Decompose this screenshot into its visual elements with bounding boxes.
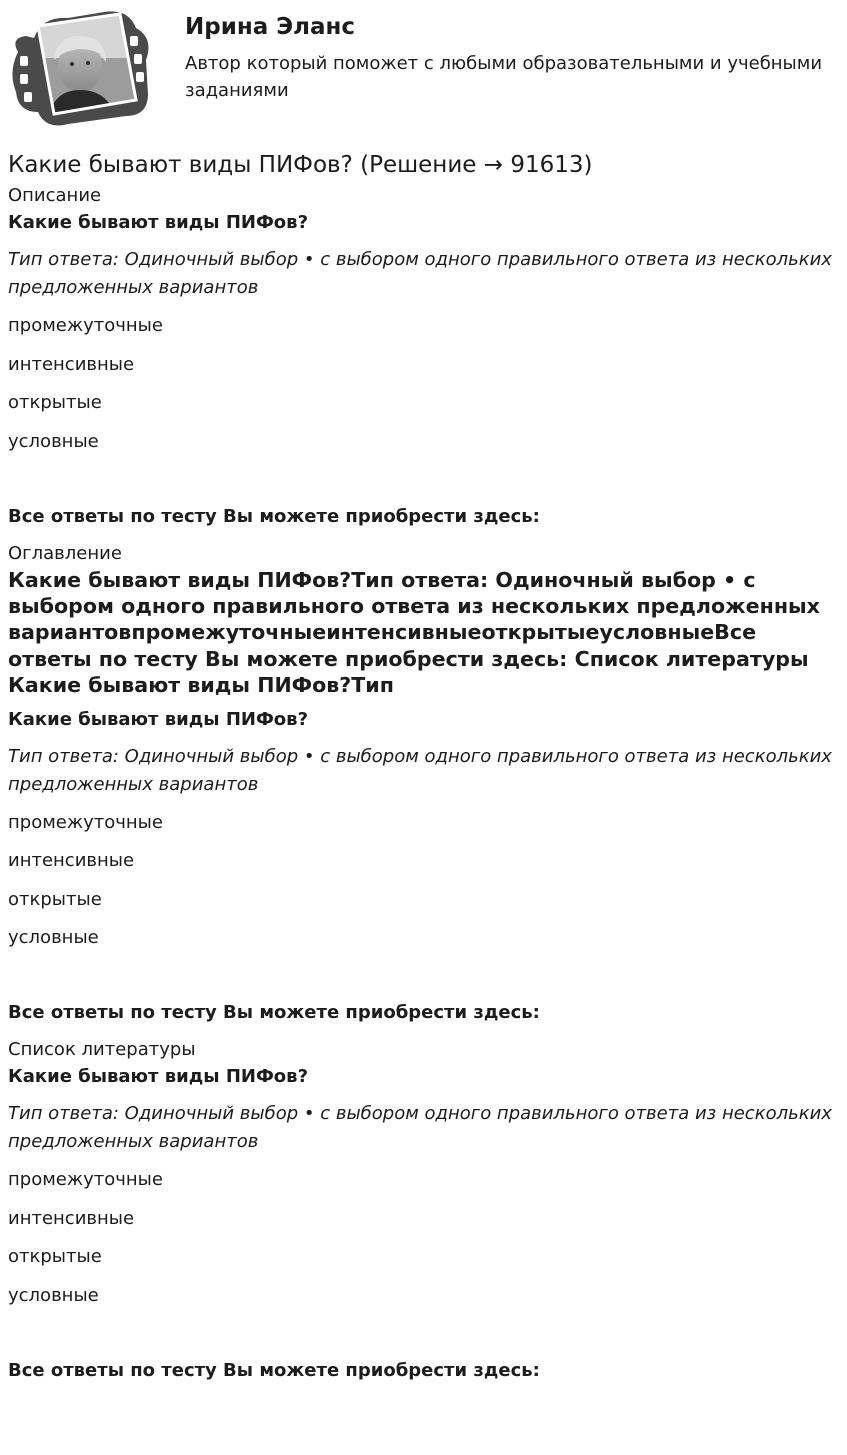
answer-option: промежуточные — [8, 811, 163, 833]
toc-heading: Какие бывают виды ПИФов?Тип ответа: Одиночный выбор • с выбором одного правильного ответа из нескольких предложенных вариантовпромежуточныеинтенсивныеоткрытыеусловныеВсе ответы по тесту Вы можете приобрести здесь: Список литературы Какие бывают виды ПИФов?Тип — [8, 567, 820, 698]
author-block — [8, 8, 839, 128]
answer-option: промежуточные — [8, 315, 163, 336]
answer-option: интенсивные — [8, 1207, 135, 1229]
answer-option: интенсивные — [8, 353, 135, 375]
section-label-description: Описание — [8, 185, 102, 206]
answer-type: Тип ответа: Одиночный выбор • с выбором одного правильного ответа из нескольких предложенных вариантов — [8, 1103, 832, 1153]
film-frame-avatar-icon — [8, 8, 150, 128]
literature-section — [8, 1036, 839, 1384]
answer-type: Тип ответа: Одиночный выбор • с выбором одного правильного ответа из нескольких предложенных вариантов — [8, 745, 832, 795]
answer-option: интенсивные — [8, 850, 135, 872]
buy-answers-text: Все ответы по тесту Вы можете приобрести здесь: — [8, 505, 540, 527]
buy-answers-text: Все ответы по тесту Вы можете приобрести здесь: — [8, 1002, 540, 1024]
main-content — [8, 148, 839, 1394]
answer-option: условные — [8, 430, 99, 452]
section-label-toc: Оглавление — [8, 542, 122, 564]
answer-options — [8, 312, 839, 456]
description-section — [8, 182, 839, 530]
answer-option: открытые — [8, 1246, 102, 1268]
answer-option: промежуточные — [8, 1169, 163, 1191]
question-title: Какие бывают виды ПИФов? — [8, 1066, 309, 1088]
answer-option: условные — [8, 927, 99, 949]
answer-options — [8, 809, 839, 953]
answer-option: открытые — [8, 888, 102, 910]
answer-option: условные — [8, 1284, 99, 1306]
section-label-literature: Список литературы — [8, 1039, 196, 1061]
author-description: Автор который поможет с любыми образовательными и учебными заданиями — [185, 53, 823, 101]
buy-answers-text: Все ответы по тесту Вы можете приобрести здесь: — [8, 1359, 540, 1381]
page-title: Какие бывают виды ПИФов? (Решение → 91613) — [8, 152, 593, 178]
answer-option: открытые — [8, 392, 102, 413]
author-avatar — [8, 8, 150, 128]
answer-options — [8, 1166, 839, 1310]
question-title: Какие бывают виды ПИФов? — [8, 708, 309, 730]
author-name: Ирина Эланс — [185, 14, 356, 40]
question-title: Какие бывают виды ПИФов? — [8, 212, 309, 233]
toc-section — [8, 540, 839, 1027]
answer-type: Тип ответа: Одиночный выбор • с выбором одного правильного ответа из нескольких предложенных вариантов — [8, 249, 832, 298]
